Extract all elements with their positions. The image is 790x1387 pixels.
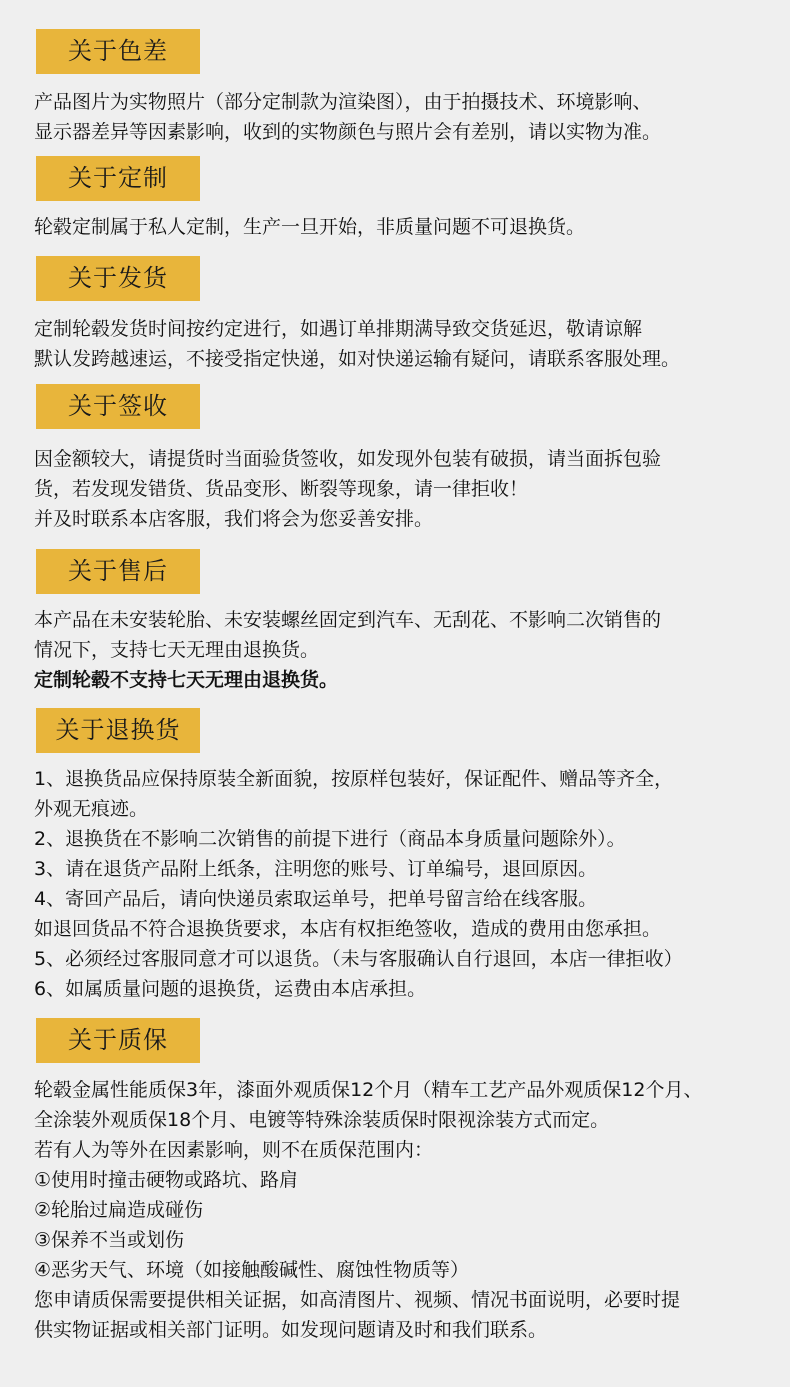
heading-customization: 关于定制 [36, 156, 200, 201]
text-line: 您申请质保需要提供相关证据，如高清图片、视频、情况书面说明，必要时提 [34, 1289, 681, 1311]
text-line: 4、寄回产品后，请向快递员索取运单号，把单号留言给在线客服。 [34, 888, 598, 910]
text-line: 轮毂金属性能质保3年，漆面外观质保12个月（精车工艺产品外观质保12个月、 [34, 1079, 703, 1101]
text-line: 默认发跨越速运，不接受指定快递，如对快递运输有疑问，请联系客服处理。 [34, 348, 681, 370]
text-line: ③保养不当或划伤 [34, 1229, 185, 1251]
text-line: 定制轮毂发货时间按约定进行，如遇订单排期满导致交货延迟，敬请谅解 [34, 318, 643, 340]
heading-returns: 关于退换货 [36, 708, 200, 753]
text-line: 显示器差异等因素影响，收到的实物颜色与照片会有差别，请以实物为准。 [34, 121, 662, 143]
heading-warranty: 关于质保 [36, 1018, 200, 1063]
text-line: 本产品在未安装轮胎、未安装螺丝固定到汽车、无刮花、不影响二次销售的 [34, 609, 662, 631]
text-line: 因金额较大，请提货时当面验货签收，如发现外包装有破损，请当面拆包验 [34, 448, 662, 470]
text-line: 外观无痕迹。 [34, 798, 149, 820]
text-line: 轮毂定制属于私人定制，生产一旦开始，非质量问题不可退换货。 [34, 216, 586, 238]
text-line: 情况下，支持七天无理由退换货。 [34, 639, 320, 661]
text-line: 货，若发现发错货、货品变形、断裂等现象，请一律拒收！ [34, 478, 529, 500]
text-line: ④恶劣天气、环境（如接触酸碱性、腐蚀性物质等） [34, 1259, 470, 1281]
text-line: 6、如属质量问题的退换货，运费由本店承担。 [34, 978, 427, 1000]
text-line: 并及时联系本店客服，我们将会为您妥善安排。 [34, 508, 434, 530]
text-line: 供实物证据或相关部门证明。如发现问题请及时和我们联系。 [34, 1319, 548, 1341]
text-line: ①使用时撞击硬物或路坑、路肩 [34, 1169, 299, 1191]
heading-receipt: 关于签收 [36, 384, 200, 429]
text-line: 1、退换货品应保持原装全新面貌，按原样包装好，保证配件、赠品等齐全， [34, 768, 674, 790]
text-line: 2、退换货在不影响二次销售的前提下进行（商品本身质量问题除外）。 [34, 828, 626, 850]
heading-after-sales: 关于售后 [36, 549, 200, 594]
text-line: 产品图片为实物照片（部分定制款为渲染图），由于拍摄技术、环境影响、 [34, 91, 652, 113]
heading-shipping: 关于发货 [36, 256, 200, 301]
text-line: 5、必须经过客服同意才可以退货。（未与客服确认自行退回，本店一律拒收） [34, 948, 683, 970]
heading-color-difference: 关于色差 [36, 29, 200, 74]
text-line: 3、请在退货产品附上纸条，注明您的账号、订单编号，退回原因。 [34, 858, 598, 880]
text-line: ②轮胎过扁造成碰伤 [34, 1199, 204, 1221]
text-line: 如退回货品不符合退换货要求，本店有权拒绝签收，造成的费用由您承担。 [34, 918, 662, 940]
text-line: 全涂装外观质保18个月、电镀等特殊涂装质保时限视涂装方式而定。 [34, 1109, 610, 1131]
text-line-emphasis: 定制轮毂不支持七天无理由退换货。 [34, 669, 339, 691]
text-line: 若有人为等外在因素影响，则不在质保范围内： [34, 1139, 434, 1161]
